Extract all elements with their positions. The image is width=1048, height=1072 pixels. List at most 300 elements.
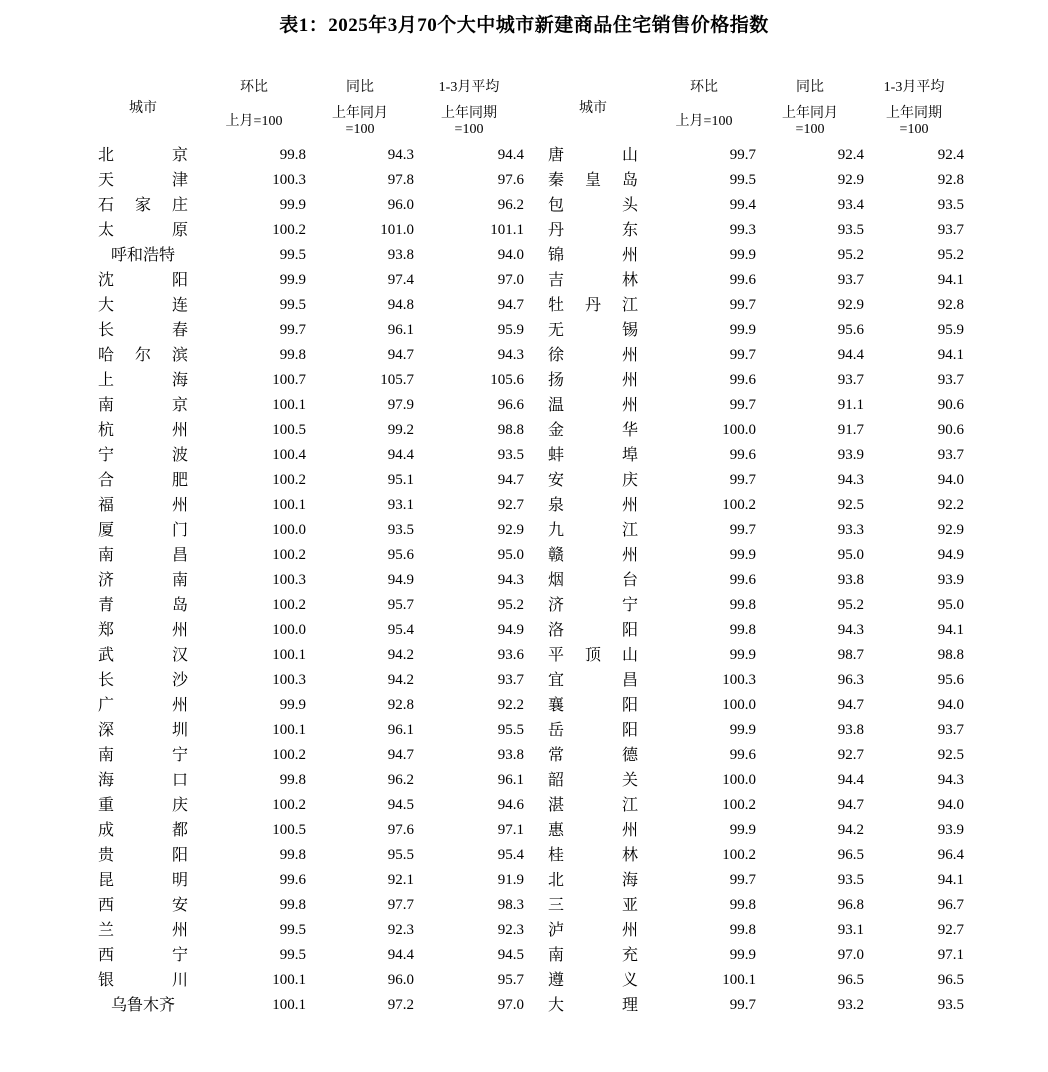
table-row	[84, 243, 964, 268]
value-avg-right: 90.6	[937, 422, 964, 438]
city-label: 南昌	[98, 547, 188, 564]
column-gap-cell	[524, 668, 534, 693]
city-label: 济南	[98, 572, 188, 589]
table-row	[84, 918, 964, 943]
value-mom-right: 99.7	[729, 522, 756, 538]
value-avg-left: 94.3	[497, 347, 524, 363]
value-avg-left: 97.0	[497, 997, 524, 1013]
value-yoy-right: 94.3	[837, 622, 864, 638]
city-label: 湛江	[548, 797, 638, 814]
column-gap-cell	[524, 693, 534, 718]
value-avg-right: 92.4	[937, 147, 964, 163]
city-name-right	[534, 768, 652, 793]
value-avg-right: 93.9	[937, 822, 964, 838]
value-yoy-right: 95.0	[837, 547, 864, 563]
value-yoy-right: 92.7	[837, 747, 864, 763]
table-row	[84, 443, 964, 468]
city-label: 广州	[98, 697, 188, 714]
city-name-right	[534, 968, 652, 993]
value-yoy-right: 93.8	[837, 722, 864, 738]
value-mom-left: 100.1	[272, 497, 306, 513]
value-yoy-right: 93.8	[837, 572, 864, 588]
city-name-right	[534, 918, 652, 943]
city-label: 长沙	[98, 672, 188, 689]
city-name-left	[84, 443, 202, 468]
column-gap-cell	[524, 993, 534, 1018]
table-row	[84, 168, 964, 193]
value-avg-left: 93.8	[497, 747, 524, 763]
city-name-left	[84, 593, 202, 618]
header-yoy-base-left-line2: =100	[345, 122, 375, 137]
city-label: 南宁	[98, 747, 188, 764]
value-mom-right: 99.8	[729, 897, 756, 913]
value-yoy-left: 101.0	[380, 222, 414, 238]
value-avg-left: 94.4	[497, 147, 524, 163]
table-row	[84, 618, 964, 643]
value-mom-left: 99.8	[279, 347, 306, 363]
city-label: 北海	[548, 872, 638, 889]
value-mom-left: 100.2	[272, 797, 306, 813]
city-name-left	[84, 143, 202, 168]
value-mom-right: 99.9	[729, 647, 756, 663]
city-label: 大连	[98, 297, 188, 314]
table-row	[84, 893, 964, 918]
table-row	[84, 293, 964, 318]
city-name-left	[84, 718, 202, 743]
city-label: 锦州	[548, 247, 638, 264]
header-mom-right: 环比	[690, 80, 718, 95]
city-name-right	[534, 468, 652, 493]
value-avg-left: 93.5	[497, 447, 524, 463]
city-label: 海口	[98, 772, 188, 789]
value-yoy-left: 95.5	[387, 847, 414, 863]
city-name-left	[84, 793, 202, 818]
value-mom-right: 100.0	[722, 772, 756, 788]
city-label: 石家庄	[98, 197, 188, 214]
city-name-right	[534, 743, 652, 768]
column-gap-cell	[524, 718, 534, 743]
value-avg-left: 92.7	[497, 497, 524, 513]
header-avg-left: 1-3月平均	[438, 80, 500, 95]
value-avg-left: 93.7	[497, 672, 524, 688]
city-label: 平顶山	[548, 647, 638, 664]
table-row	[84, 268, 964, 293]
value-mom-left: 99.8	[279, 772, 306, 788]
header-avg-base-left-line2: =100	[454, 122, 484, 137]
city-label: 唐山	[548, 147, 638, 164]
table-row	[84, 593, 964, 618]
value-yoy-right: 91.1	[837, 397, 864, 413]
value-avg-right: 94.3	[937, 772, 964, 788]
city-label: 金华	[548, 422, 638, 439]
city-name-left	[84, 818, 202, 843]
header-yoy-base-left-line1: 上年同月	[332, 105, 388, 121]
city-name-right	[534, 518, 652, 543]
value-mom-right: 99.8	[729, 622, 756, 638]
table-row	[84, 818, 964, 843]
price-index-table	[84, 71, 964, 1018]
city-name-left	[84, 768, 202, 793]
table-row	[84, 793, 964, 818]
column-gap-cell	[524, 418, 534, 443]
column-gap-cell	[524, 393, 534, 418]
value-avg-right: 93.5	[937, 997, 964, 1013]
value-avg-left: 96.1	[497, 772, 524, 788]
table-row	[84, 643, 964, 668]
value-yoy-right: 95.2	[837, 247, 864, 263]
value-mom-right: 100.2	[722, 497, 756, 513]
city-label: 温州	[548, 397, 638, 414]
table-row	[84, 368, 964, 393]
value-mom-right: 99.7	[729, 397, 756, 413]
value-mom-left: 100.4	[272, 447, 306, 463]
value-mom-right: 99.7	[729, 997, 756, 1013]
value-mom-right: 99.8	[729, 922, 756, 938]
value-yoy-left: 94.3	[387, 147, 414, 163]
value-avg-left: 91.9	[497, 872, 524, 888]
city-name-right	[534, 893, 652, 918]
city-name-right	[534, 443, 652, 468]
column-gap-cell	[524, 218, 534, 243]
value-avg-left: 92.9	[497, 522, 524, 538]
value-yoy-left: 93.8	[387, 247, 414, 263]
city-label: 成都	[98, 822, 188, 839]
value-avg-right: 94.9	[937, 547, 964, 563]
value-avg-right: 94.0	[937, 797, 964, 813]
value-avg-left: 93.6	[497, 647, 524, 663]
value-mom-right: 99.9	[729, 822, 756, 838]
value-mom-right: 100.1	[722, 972, 756, 988]
table-row	[84, 843, 964, 868]
city-label: 遵义	[548, 972, 638, 989]
city-name-left	[84, 268, 202, 293]
value-mom-left: 99.8	[279, 847, 306, 863]
city-label: 贵阳	[98, 847, 188, 864]
city-name-right	[534, 418, 652, 443]
value-mom-right: 99.9	[729, 322, 756, 338]
column-gap-cell	[524, 493, 534, 518]
city-name-right	[534, 593, 652, 618]
value-yoy-left: 96.0	[387, 197, 414, 213]
column-gap-cell	[524, 293, 534, 318]
city-label: 银川	[98, 972, 188, 989]
value-yoy-left: 95.6	[387, 547, 414, 563]
value-avg-left: 95.9	[497, 322, 524, 338]
table-row	[84, 518, 964, 543]
city-label: 宜昌	[548, 672, 638, 689]
city-name-right	[534, 993, 652, 1018]
city-label: 安庆	[548, 472, 638, 489]
price-index-table-wrapper	[84, 71, 964, 1018]
city-name-right	[534, 718, 652, 743]
table-row	[84, 668, 964, 693]
value-mom-left: 100.7	[272, 372, 306, 388]
column-gap-cell	[524, 943, 534, 968]
table-row	[84, 868, 964, 893]
value-avg-right: 93.5	[937, 197, 964, 213]
value-yoy-left: 92.1	[387, 872, 414, 888]
value-avg-left: 95.4	[497, 847, 524, 863]
value-mom-right: 99.6	[729, 572, 756, 588]
city-label: 扬州	[548, 372, 638, 389]
value-yoy-right: 94.4	[837, 772, 864, 788]
city-label: 太原	[98, 222, 188, 239]
city-name-left	[84, 243, 202, 268]
column-gap-cell	[524, 543, 534, 568]
city-label: 洛阳	[548, 622, 638, 639]
value-yoy-right: 93.4	[837, 197, 864, 213]
value-avg-right: 94.1	[937, 622, 964, 638]
table-row	[84, 743, 964, 768]
value-avg-right: 92.9	[937, 522, 964, 538]
city-label: 常德	[548, 747, 638, 764]
value-avg-left: 97.0	[497, 272, 524, 288]
value-mom-right: 99.4	[729, 197, 756, 213]
city-label: 秦皇岛	[548, 172, 638, 189]
city-name-right	[534, 943, 652, 968]
header-city-left: 城市	[129, 101, 157, 116]
city-name-right	[534, 343, 652, 368]
city-label: 宁波	[98, 447, 188, 464]
city-name-left	[84, 668, 202, 693]
header-yoy-base-right-line2: =100	[795, 122, 825, 137]
column-gap-cell	[524, 868, 534, 893]
value-mom-right: 100.0	[722, 422, 756, 438]
value-mom-left: 100.3	[272, 572, 306, 588]
value-yoy-left: 94.5	[387, 797, 414, 813]
value-mom-right: 99.6	[729, 447, 756, 463]
column-gap-cell	[524, 818, 534, 843]
value-avg-right: 92.5	[937, 747, 964, 763]
value-avg-left: 94.5	[497, 947, 524, 963]
city-label: 泉州	[548, 497, 638, 514]
city-name-right	[534, 843, 652, 868]
value-yoy-right: 92.9	[837, 297, 864, 313]
value-avg-right: 94.1	[937, 872, 964, 888]
city-name-left	[84, 743, 202, 768]
column-gap-cell	[524, 743, 534, 768]
value-yoy-right: 92.5	[837, 497, 864, 513]
table-row	[84, 493, 964, 518]
value-yoy-right: 95.2	[837, 597, 864, 613]
city-name-left	[84, 343, 202, 368]
city-name-left	[84, 318, 202, 343]
value-avg-right: 94.1	[937, 347, 964, 363]
table-row	[84, 418, 964, 443]
table-row	[84, 218, 964, 243]
city-label: 赣州	[548, 547, 638, 564]
city-name-left	[84, 543, 202, 568]
city-name-right	[534, 493, 652, 518]
table-row	[84, 943, 964, 968]
city-label: 天津	[98, 172, 188, 189]
column-gap-cell	[524, 918, 534, 943]
value-mom-right: 99.7	[729, 147, 756, 163]
value-avg-right: 90.6	[937, 397, 964, 413]
value-mom-left: 100.5	[272, 822, 306, 838]
value-mom-left: 100.0	[272, 522, 306, 538]
value-avg-left: 95.0	[497, 547, 524, 563]
value-mom-left: 99.5	[279, 297, 306, 313]
value-yoy-right: 94.4	[837, 347, 864, 363]
city-label: 哈尔滨	[98, 347, 188, 364]
value-mom-left: 99.8	[279, 147, 306, 163]
value-avg-left: 98.3	[497, 897, 524, 913]
value-avg-left: 95.7	[497, 972, 524, 988]
city-label: 昆明	[98, 872, 188, 889]
city-name-left	[84, 168, 202, 193]
value-yoy-left: 95.7	[387, 597, 414, 613]
value-yoy-right: 98.7	[837, 647, 864, 663]
value-mom-left: 100.5	[272, 422, 306, 438]
table-row	[84, 143, 964, 168]
value-mom-right: 99.6	[729, 372, 756, 388]
value-avg-left: 95.5	[497, 722, 524, 738]
column-gap-cell	[524, 468, 534, 493]
value-mom-left: 99.9	[279, 697, 306, 713]
value-yoy-right: 96.3	[837, 672, 864, 688]
value-mom-right: 99.3	[729, 222, 756, 238]
city-label: 吉林	[548, 272, 638, 289]
city-label: 长春	[98, 322, 188, 339]
value-avg-left: 97.1	[497, 822, 524, 838]
city-name-right	[534, 643, 652, 668]
city-name-right	[534, 568, 652, 593]
column-gap-cell	[524, 568, 534, 593]
column-gap-cell	[524, 268, 534, 293]
value-avg-right: 93.7	[937, 222, 964, 238]
city-name-left	[84, 293, 202, 318]
value-avg-left: 92.3	[497, 922, 524, 938]
value-yoy-left: 92.8	[387, 697, 414, 713]
city-name-right	[534, 693, 652, 718]
value-mom-left: 99.9	[279, 272, 306, 288]
value-mom-left: 100.1	[272, 997, 306, 1013]
column-gap-cell	[524, 318, 534, 343]
value-avg-left: 105.6	[490, 372, 524, 388]
value-yoy-right: 93.7	[837, 372, 864, 388]
city-label: 呼和浩特	[110, 247, 175, 264]
value-avg-left: 94.6	[497, 797, 524, 813]
value-mom-left: 99.7	[279, 322, 306, 338]
table-row	[84, 193, 964, 218]
city-label: 九江	[548, 522, 638, 539]
value-mom-left: 100.2	[272, 597, 306, 613]
value-mom-right: 99.7	[729, 472, 756, 488]
column-gap-cell	[524, 768, 534, 793]
city-label: 三亚	[548, 897, 638, 914]
value-yoy-right: 93.7	[837, 272, 864, 288]
value-yoy-right: 94.7	[837, 697, 864, 713]
city-label: 岳阳	[548, 722, 638, 739]
value-yoy-right: 92.9	[837, 172, 864, 188]
city-label: 重庆	[98, 797, 188, 814]
city-name-right	[534, 793, 652, 818]
header-avg-base-right-line2: =100	[899, 122, 929, 137]
city-label: 桂林	[548, 847, 638, 864]
column-gap-cell	[524, 518, 534, 543]
value-avg-left: 96.6	[497, 397, 524, 413]
value-mom-right: 99.6	[729, 272, 756, 288]
city-name-left	[84, 218, 202, 243]
value-yoy-right: 97.0	[837, 947, 864, 963]
city-name-right	[534, 218, 652, 243]
value-yoy-left: 94.9	[387, 572, 414, 588]
value-mom-left: 100.3	[272, 172, 306, 188]
value-yoy-left: 97.9	[387, 397, 414, 413]
city-label: 深圳	[98, 722, 188, 739]
value-yoy-right: 94.2	[837, 822, 864, 838]
value-mom-left: 100.2	[272, 472, 306, 488]
value-yoy-left: 99.2	[387, 422, 414, 438]
city-name-left	[84, 568, 202, 593]
value-avg-right: 93.7	[937, 447, 964, 463]
value-mom-right: 99.7	[729, 872, 756, 888]
value-yoy-right: 93.2	[837, 997, 864, 1013]
header-avg-right: 1-3月平均	[883, 80, 945, 95]
city-label: 合肥	[98, 472, 188, 489]
city-label: 西宁	[98, 947, 188, 964]
table-body	[84, 143, 964, 1018]
city-name-right	[534, 668, 652, 693]
header-yoy-right: 同比	[796, 80, 824, 95]
value-mom-right: 99.9	[729, 247, 756, 263]
value-avg-left: 98.8	[497, 422, 524, 438]
header-yoy-left: 同比	[346, 80, 374, 95]
city-name-left	[84, 618, 202, 643]
table-row	[84, 993, 964, 1018]
table-row	[84, 968, 964, 993]
value-avg-right: 92.8	[937, 172, 964, 188]
value-yoy-right: 95.6	[837, 322, 864, 338]
value-avg-right: 97.1	[937, 947, 964, 963]
column-gap-cell	[524, 893, 534, 918]
header-city-right: 城市	[579, 101, 607, 116]
value-yoy-left: 97.6	[387, 822, 414, 838]
value-yoy-right: 94.7	[837, 797, 864, 813]
column-gap-cell	[524, 143, 534, 168]
value-avg-left: 94.0	[497, 247, 524, 263]
value-avg-left: 101.1	[490, 222, 524, 238]
city-name-right	[534, 318, 652, 343]
value-avg-left: 96.2	[497, 197, 524, 213]
value-yoy-left: 96.1	[387, 722, 414, 738]
city-name-left	[84, 693, 202, 718]
value-avg-right: 96.4	[937, 847, 964, 863]
city-label: 无锡	[548, 322, 638, 339]
header-yoy-base-right	[756, 101, 864, 143]
column-gap-cell	[524, 643, 534, 668]
city-label: 郑州	[98, 622, 188, 639]
header-avg-base-right-line1: 上年同期	[886, 105, 942, 121]
value-avg-right: 95.6	[937, 672, 964, 688]
value-mom-right: 99.7	[729, 347, 756, 363]
value-mom-left: 100.1	[272, 647, 306, 663]
value-mom-right: 100.2	[722, 797, 756, 813]
value-mom-right: 99.9	[729, 722, 756, 738]
value-mom-left: 99.9	[279, 197, 306, 213]
value-mom-left: 100.0	[272, 622, 306, 638]
city-name-right	[534, 868, 652, 893]
table-row	[84, 568, 964, 593]
value-avg-left: 94.9	[497, 622, 524, 638]
value-yoy-right: 96.8	[837, 897, 864, 913]
city-name-left	[84, 518, 202, 543]
city-label: 杭州	[98, 422, 188, 439]
value-mom-right: 99.6	[729, 747, 756, 763]
column-gap-cell	[524, 968, 534, 993]
city-label: 济宁	[548, 597, 638, 614]
